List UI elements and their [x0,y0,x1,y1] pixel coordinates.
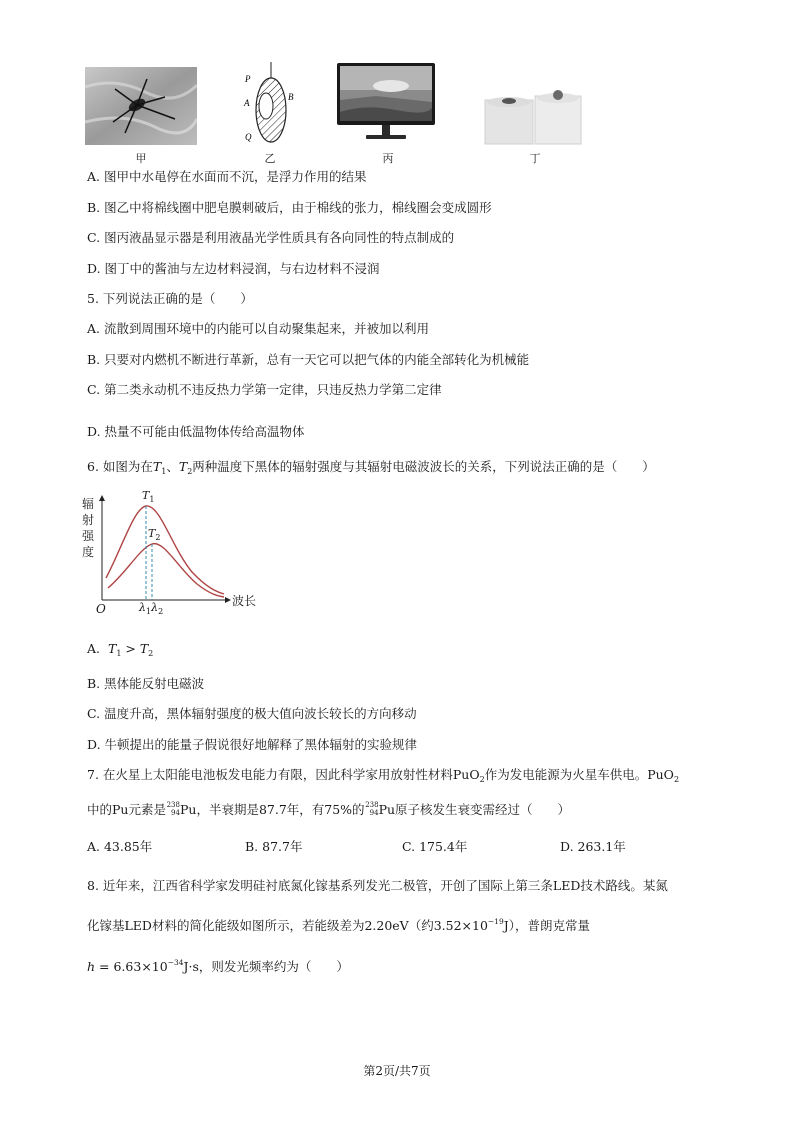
q7-line1-b: 作为发电能源为火星车供电。PuO [484,767,674,782]
q7-line1-a: 7. 在火星上太阳能电池板发电能力有限，因此科学家用放射性材料PuO [87,767,480,782]
q7-isotope-1-z: 94 [171,809,180,817]
q6-option-c: C. 温度升高，黑体辐射强度的极大值向波长较长的方向移动 [87,706,417,721]
q8-line-2 [87,914,590,934]
q8-line2-sup: −19 [487,917,504,926]
q5-option-c: C. 第二类永动机不违反热力学第一定律，只违反热力学第二定律 [87,382,442,397]
ylabel [82,496,96,560]
q6-sep: 、 [166,459,179,474]
ylabel-char-2: 射 [82,513,95,527]
q7-isotope-1-mass: 238 [166,801,180,809]
q7-isotope-2-z: 94 [369,809,379,817]
q5-option-a: A. 流散到周围环境中的内能可以自动聚集起来，并被加以利用 [87,321,429,336]
q6-option-a-t1-sub: 1 [116,649,122,658]
lambda-labels [139,601,163,616]
xlabel: 波长 [232,594,257,608]
q7-option-c: C. 175.4年 [402,839,468,854]
q8-line3-c: J·s，则发光频率约为（ ） [183,959,349,974]
q6-option-a-gt: > [121,641,140,656]
figure-bing-lcd-monitor [336,62,436,146]
caption-ding: 丁 [529,152,541,165]
caption-bing: 丙 [382,152,394,165]
q6-option-a-t2-sub: 2 [148,649,154,658]
q7-option-d: D. 263.1年 [560,839,626,854]
q8-h-symbol: h [87,959,96,974]
q6-option-b: B. 黑体能反射电磁波 [87,676,205,691]
page-footer: 第2页/共7页 [363,1064,431,1078]
lambda1-subscript: 1 [145,607,152,616]
label-b: B [288,92,294,102]
label-a: A [244,98,250,108]
q7-isotope-1 [166,800,180,818]
curve-t1-letter: T [142,489,150,502]
q8-line2-b: J），普朗克常量 [503,918,591,933]
q7-line1-sub: 2 [479,775,485,784]
lambda1-letter: λ [139,601,146,614]
q6-t1: T [152,459,162,474]
label-p: P [245,74,251,84]
q6-t2: T [178,459,188,474]
q4-option-c: C. 图丙液晶显示器是利用液晶光学性质具有各向同性的特点制成的 [87,230,455,245]
q4-option-d: D. 图丁中的酱油与左边材料浸润，与右边材料不浸润 [87,261,380,276]
figure-ding-material-blocks [483,86,583,146]
curve-t2-subscript: 2 [155,533,161,542]
figure-jia-water-strider [85,67,197,145]
q7-line2-a: 中的Pu元素是 [87,802,166,817]
q7-option-b: B. 87.7年 [245,839,303,854]
lambda2-subscript: 2 [158,607,164,616]
q7-line1-sub2: 2 [673,775,680,784]
caption-yi: 乙 [264,152,276,165]
q7-isotope-2-mass: 238 [365,801,379,809]
ylabel-char-3: 强 [82,529,95,543]
q7-option-a: A. 43.85年 [87,839,153,854]
curve-t1-label [142,489,154,504]
q6-t2-sub: 2 [187,467,193,476]
q6-stem [87,459,655,480]
q8-line3-sup: −34 [167,958,184,967]
q8-line2-a: 化镓基LED材料的简化能级如图所示，若能级差为2.20eV（约3.52×10 [87,918,488,933]
ylabel-char-4: 度 [82,545,95,559]
figure-yi-soap-film [238,60,308,150]
q6-option-a-t2: T [139,641,149,656]
q5-option-d: D. 热量不可能由低温物体传给高温物体 [87,424,305,439]
q8-line-1: 8. 近年来，江西省科学家发明硅衬底氮化镓基系列发光二极管，开创了国际上第三条LED技术路线。某氮 [87,878,668,893]
origin-label: O [96,602,106,616]
q4-option-b: B. 图乙中将棉线圈中肥皂膜刺破后，由于棉线的张力，棉线圈会变成圆形 [87,200,492,215]
curve-t1-subscript: 1 [149,495,155,504]
ylabel-char-1: 辐 [82,497,95,511]
q7-isotope-1-symbol: Pu [179,802,197,817]
curve-t2-label [148,527,160,542]
q5-stem: 5. 下列说法正确的是（ ） [87,291,253,306]
q5-option-b: B. 只要对内燃机不断进行革新，总有一天它可以把气体的内能全部转化为机械能 [87,352,530,367]
lambda2-letter: λ [151,601,159,614]
caption-jia: 甲 [135,152,147,165]
q8-line3-b: = 6.63×10 [95,959,168,974]
q6-stem-b: 两种温度下黑体的辐射强度与其辐射电磁波波长的关系，下列说法正确的是（ ） [192,459,655,474]
curve-t2-letter: T [148,527,156,540]
q6-option-a [87,641,153,662]
q6-stem-a: 6. 如图为在 [87,459,153,474]
label-q: Q [245,132,252,142]
q7-line2-c: 原子核发生衰变需经过（ ） [395,802,571,817]
q7-isotope-2-symbol: Pu [378,802,396,817]
q8-line-3 [87,955,349,975]
q6-option-a-t1: T [107,641,117,656]
q6-t1-sub: 1 [161,467,167,476]
q7-line-1 [87,767,679,788]
q4-option-a: A. 图甲中水黾停在水面而不沉，是浮力作用的结果 [87,169,367,184]
q7-line2-b: ，半衰期是87.7年，有75%的 [196,802,365,817]
q6-option-a-prefix: A. [87,641,101,656]
q6-option-d: D. 牛顿提出的能量子假说很好地解释了黑体辐射的实验规律 [87,737,418,752]
q7-isotope-2 [365,800,379,818]
q7-line-2 [87,800,570,818]
curve-t2 [108,544,224,597]
q6-blackbody-graph [82,488,272,618]
